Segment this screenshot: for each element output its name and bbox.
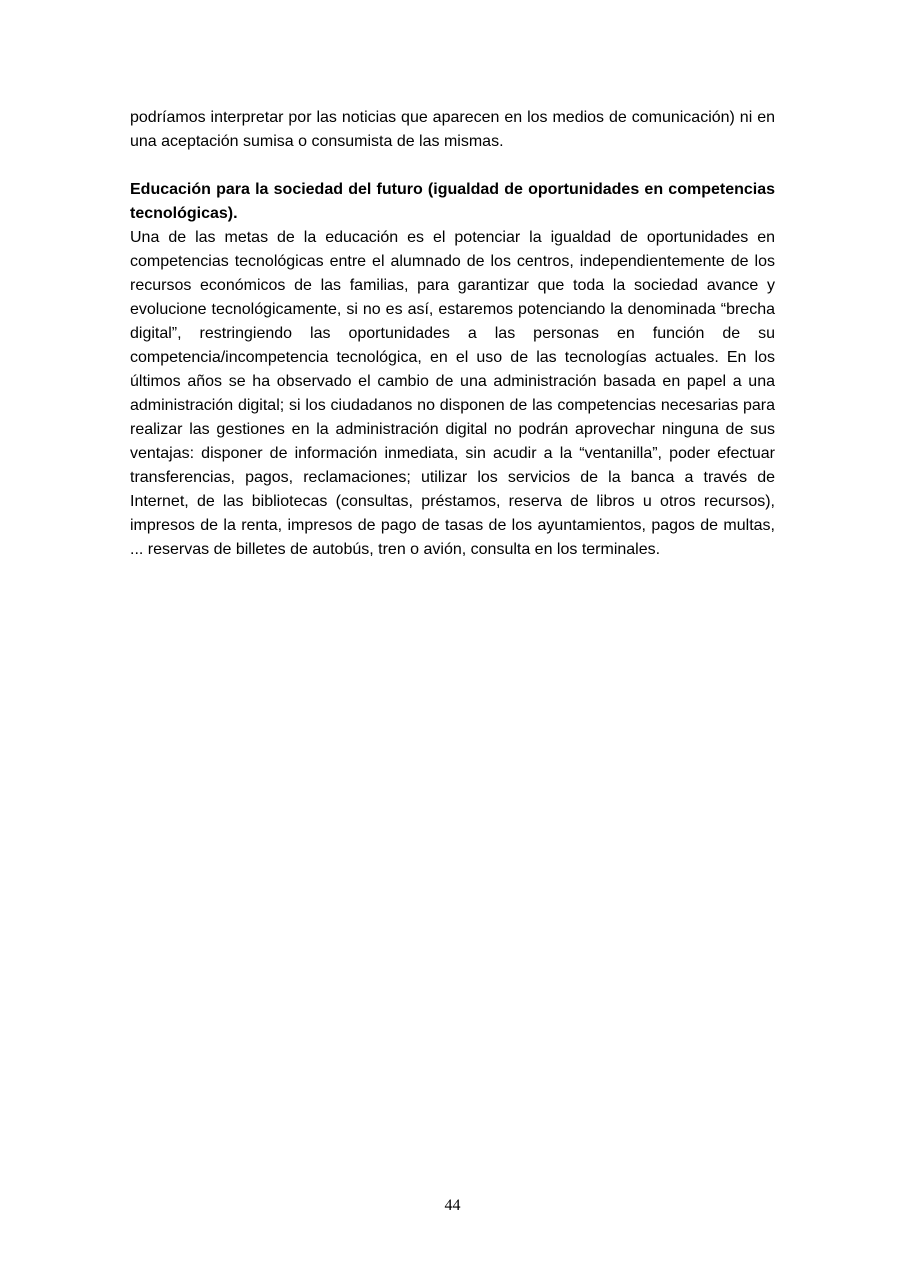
- paragraph-continued: podríamos interpretar por las noticias que aparecen en los medios de comunicación) ni en una aceptación sumisa o consumista de las mismas.: [130, 109, 775, 150]
- section-heading: Educación para la sociedad del futuro (igualdad de oportunidades en competencias tecnológicas).: [130, 181, 775, 222]
- page-number: 44: [444, 1197, 461, 1214]
- paragraph-main: Una de las metas de la educación es el potenciar la igualdad de oportunidades en competencias tecnológicas entre el alumnado de los centros, independientemente de los recursos económicos de las familias, para garantizar que toda la sociedad avance y evolucione tecnológicamente, si no es así, estaremos potenciando la denominada “brecha digital”, restringiendo las oportunidades a las personas en función de su competencia/incompetencia tecnológica, en el uso de las tecnologías actuales. En los últimos años se ha observado el cambio de una administración basada en papel a una administración digital; si los ciudadanos no disponen de las competencias necesarias para realizar las gestiones en la administración digital no podrán aprovechar ninguna de sus ventajas: disponer de información inmediata, sin acudir a la “ventanilla”, poder efectuar transferencias, pagos, reclamaciones; utilizar los servicios de la banca a través de Internet, de las bibliotecas (consultas, préstamos, reserva de libros u otros recursos), impresos de la renta, impresos de pago de tasas de los ayuntamientos, pagos de multas, ... reservas de billetes de autobús, tren o avión, consulta en los terminales.: [130, 229, 775, 558]
